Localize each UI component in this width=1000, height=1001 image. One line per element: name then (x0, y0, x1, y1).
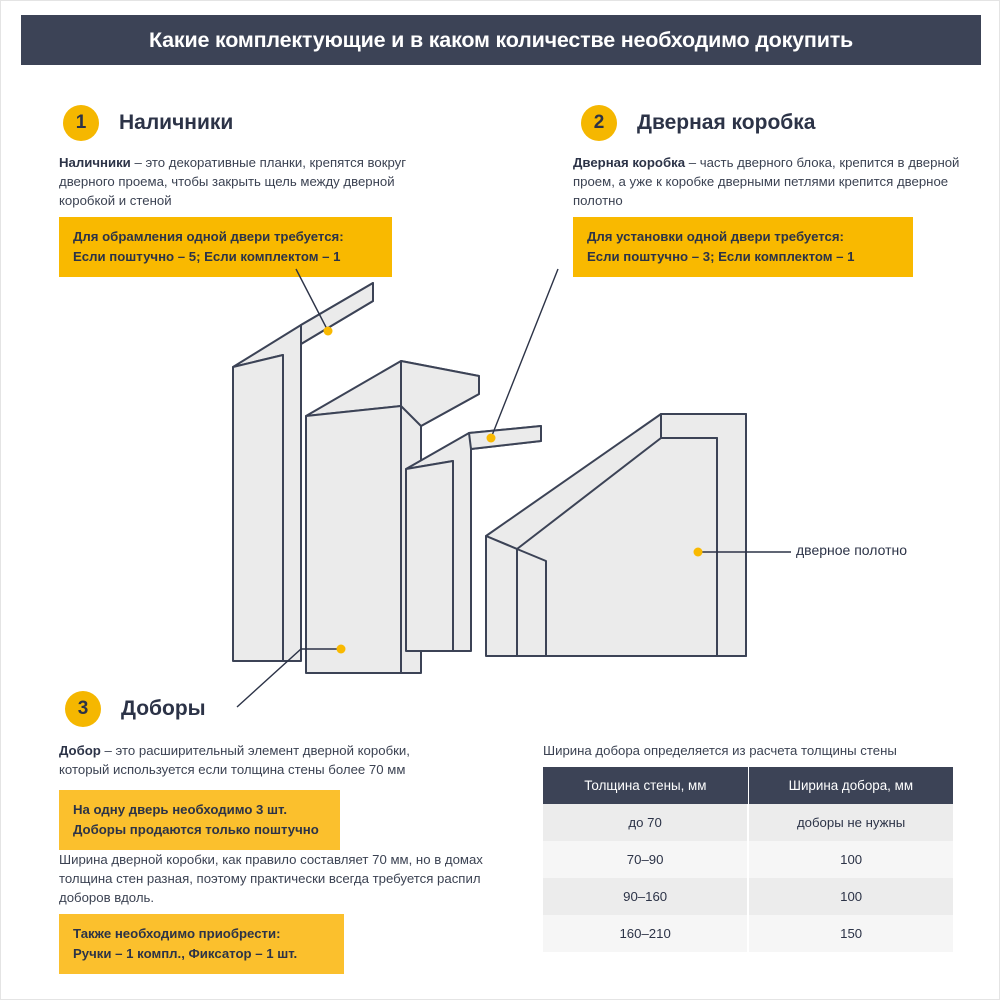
wall-thickness-table (543, 767, 953, 952)
section-1-term: Наличники (59, 155, 131, 170)
section-3-term: Добор (59, 743, 101, 758)
table-row (543, 915, 953, 952)
table-cell-width: 100 (748, 878, 953, 915)
callout-dobory-line2: Доборы продаются только поштучно (73, 822, 319, 837)
table-row (543, 841, 953, 878)
section-badge-1: 1 (63, 105, 99, 141)
label-door-leaf: дверное полотно (796, 542, 908, 558)
section-2-desc-rest: – часть дверного блока, крепится в дверной проем, а уже к коробке дверными петлями крепится дверное полотно (573, 155, 960, 208)
table-cell-thickness: 160–210 (543, 915, 748, 952)
callout-accessories-line2: Ручки – 1 компл., Фиксатор – 1 шт. (73, 946, 298, 961)
leader-lines (237, 269, 791, 707)
casing-piece (233, 283, 373, 661)
door-frame-piece (306, 361, 479, 673)
table-row (543, 804, 953, 841)
leader-dots (324, 327, 703, 654)
door-leaf-assembly (486, 414, 746, 656)
table-caption: Ширина добора определяется из расчета толщины стены (543, 743, 897, 758)
callout-accessories (59, 914, 344, 974)
table-cell-thickness: 90–160 (543, 878, 748, 915)
section-title-nalichniki: Наличники (119, 111, 234, 134)
section-3-desc-line2: который используется если толщина стены более 70 мм (59, 762, 406, 777)
page-title: Какие комплектующие и в каком количестве необходимо докупить (148, 27, 854, 52)
section-title-dobory: Доборы (121, 697, 206, 720)
callout-dobory-count (59, 790, 340, 850)
section-3-paragraph: Ширина дверной коробки, как правило составляет 70 мм, но в домах толщина стен разная, поэтому практически всегда требуется распил доборов вдоль. (59, 852, 483, 905)
callout-dobory-line1: На одну дверь необходимо 3 шт. (73, 802, 287, 817)
table-header-wall-thickness: Толщина стены, мм (543, 767, 748, 804)
header-bar (21, 15, 981, 65)
callout-accessories-line1: Также необходимо приобрести: (73, 926, 281, 941)
section-3-desc-rest: – это расширительный элемент дверной коробки, (100, 743, 410, 758)
callout-korobka-line2: Если поштучно – 3; Если комплектом – 1 (587, 249, 855, 264)
section-2-term: Дверная коробка (573, 155, 686, 170)
table-cell-width: 100 (748, 841, 953, 878)
table-cell-thickness: 70–90 (543, 841, 748, 878)
callout-nalichniki-line2: Если поштучно – 5; Если комплектом – 1 (73, 249, 341, 264)
section-title-dvernaya-korobka: Дверная коробка (637, 111, 816, 134)
section-2-description (573, 153, 969, 210)
callout-korobka (573, 217, 913, 277)
frame-extension-piece (406, 426, 541, 651)
table-cell-width: доборы не нужны (748, 804, 953, 841)
table-cell-thickness: до 70 (543, 804, 748, 841)
callout-korobka-line1: Для установки одной двери требуется: (587, 229, 844, 244)
table-header-row (543, 767, 953, 804)
callout-nalichniki-line1: Для обрамления одной двери требуется: (73, 229, 344, 244)
section-badge-2: 2 (581, 105, 617, 141)
callout-nalichniki (59, 217, 392, 277)
section-badge-3: 3 (65, 691, 101, 727)
section-1-description (59, 153, 439, 210)
table-row (543, 878, 953, 915)
section-1-desc-rest: – это декоративные планки, крепятся вокруг дверного проема, чтобы закрыть щель между дверной коробкой и стеной (59, 155, 407, 208)
table-cell-width: 150 (748, 915, 953, 952)
table-header-dobor-width: Ширина добора, мм (748, 767, 953, 804)
section-3-description (59, 741, 499, 779)
